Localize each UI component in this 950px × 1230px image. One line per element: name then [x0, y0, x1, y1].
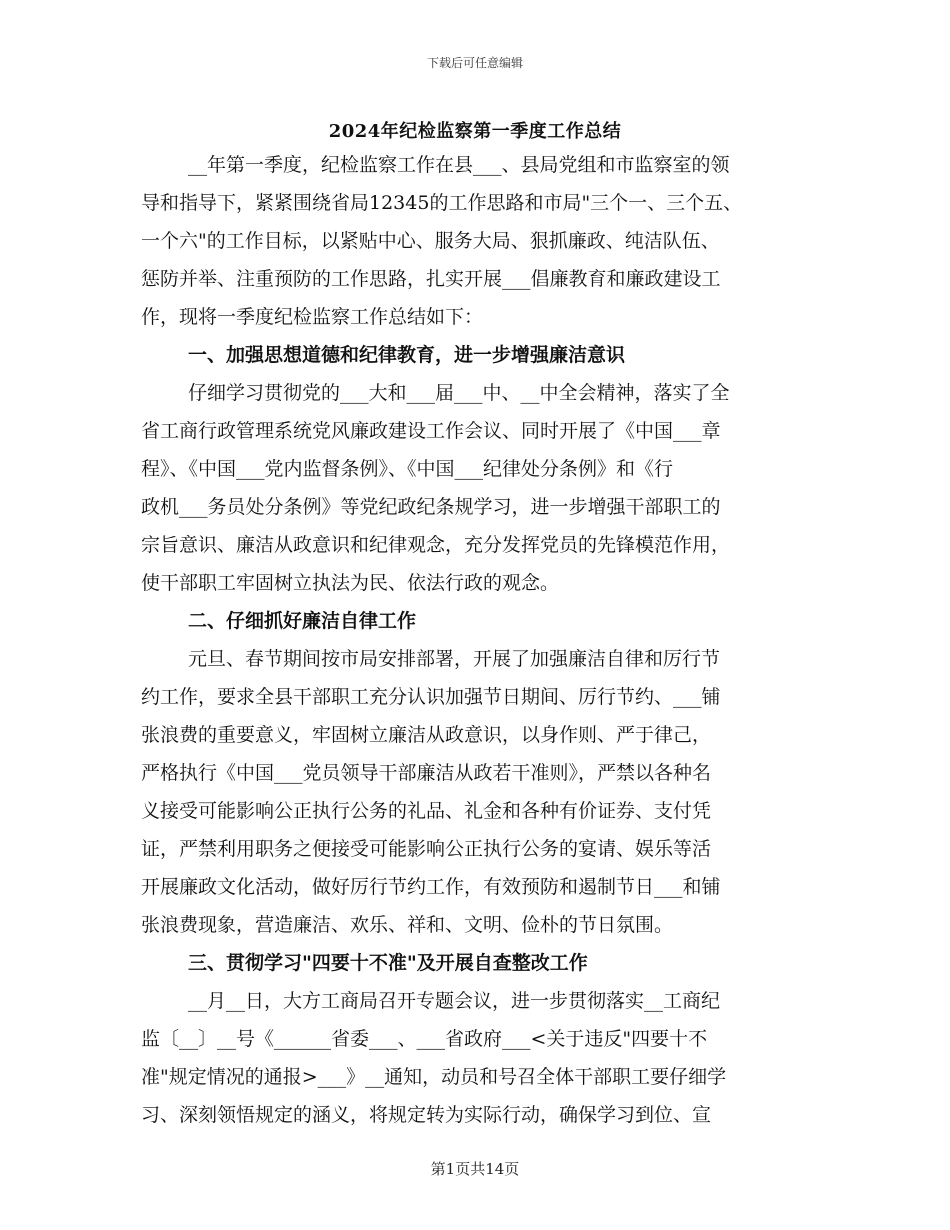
text-line: 省工商行政管理系统党风廉政建设工作会议、同时开展了《中国___章	[141, 420, 721, 442]
document-title: 2024年纪检监察第一季度工作总结	[328, 121, 622, 142]
text-line: 政机___务员处分条例》等党纪政纪条规学习，进一步增强干部职工的	[141, 496, 721, 518]
text-line: 监〔__〕__号《______省委___、___省政府___<关于违反"四要十不	[141, 1028, 708, 1050]
text-line: __月__日，大方工商局召开专题会议，进一步贯彻落实__工商纪	[188, 990, 721, 1012]
text-line: 准"规定情况的通报>___》__通知，动员和号召全体干部职工要仔细学	[141, 1066, 727, 1088]
section1-paragraph	[141, 374, 821, 602]
text-line: 导和指导下，紧紧围绕省局12345的工作思路和市局"三个一、三个五、	[141, 192, 743, 214]
text-line: 证，严禁利用职务之便接受可能影响公正执行公务的宴请、娱乐等活	[141, 838, 712, 860]
text-line: 张浪费现象，营造廉洁、欢乐、祥和、文明、俭朴的节日氛围。	[141, 914, 674, 936]
text-line: 使干部职工牢固树立执法为民、依法行政的观念。	[141, 572, 560, 594]
page-number: 第1页共14页	[430, 1160, 520, 1178]
text-line: 作，现将一季度纪检监察工作总结如下：	[141, 306, 484, 328]
intro-paragraph	[141, 146, 821, 336]
text-line: 义接受可能影响公正执行公务的礼品、礼金和各种有价证券、支付凭	[141, 800, 712, 822]
section2-paragraph	[141, 640, 821, 944]
document-body	[141, 146, 821, 1134]
text-line: __年第一季度，纪检监察工作在县___、县局党组和市监察室的领	[188, 154, 730, 176]
text-line: 元旦、春节期间按市局安排部署，开展了加强廉洁自律和厉行节	[188, 648, 721, 670]
section3-paragraph	[141, 982, 821, 1134]
section1-heading: 一、加强思想道德和纪律教育，进一步增强廉洁意识	[188, 344, 626, 366]
text-line: 习、深刻领悟规定的涵义，将规定转为实际行动，确保学习到位、宣	[141, 1104, 712, 1126]
text-line: 宗旨意识、廉洁从政意识和纪律观念，充分发挥党员的先锋模范作用，	[141, 534, 731, 556]
text-line: 程》、《中国___党内监督条例》、《中国___纪律处分条例》和《行	[141, 458, 674, 480]
text-line: 开展廉政文化活动，做好厉行节约工作，有效预防和遏制节日___和铺	[141, 876, 721, 898]
text-line: 惩防并举、注重预防的工作思路，扎实开展___倡廉教育和廉政建设工	[141, 268, 721, 290]
text-line: 一个六"的工作目标，以紧贴中心、服务大局、狠抓廉政、纯洁队伍、	[141, 230, 720, 252]
text-line: 约工作，要求全县干部职工充分认识加强节日期间、厉行节约、___铺	[141, 686, 721, 708]
text-line: 严格执行《中国___党员领导干部廉洁从政若干准则》，严禁以各种名	[141, 762, 712, 784]
text-line: 仔细学习贯彻党的___大和___届___中、__中全会精神，落实了全	[188, 382, 730, 404]
page-header-note: 下载后可任意编辑	[426, 56, 523, 70]
text-line: 张浪费的重要意义，牢固树立廉洁从政意识，以身作则、严于律己，	[141, 724, 712, 746]
section2-heading: 二、仔细抓好廉洁自律工作	[188, 610, 417, 632]
section3-heading: 三、贯彻学习"四要十不准"及开展自查整改工作	[188, 952, 588, 974]
